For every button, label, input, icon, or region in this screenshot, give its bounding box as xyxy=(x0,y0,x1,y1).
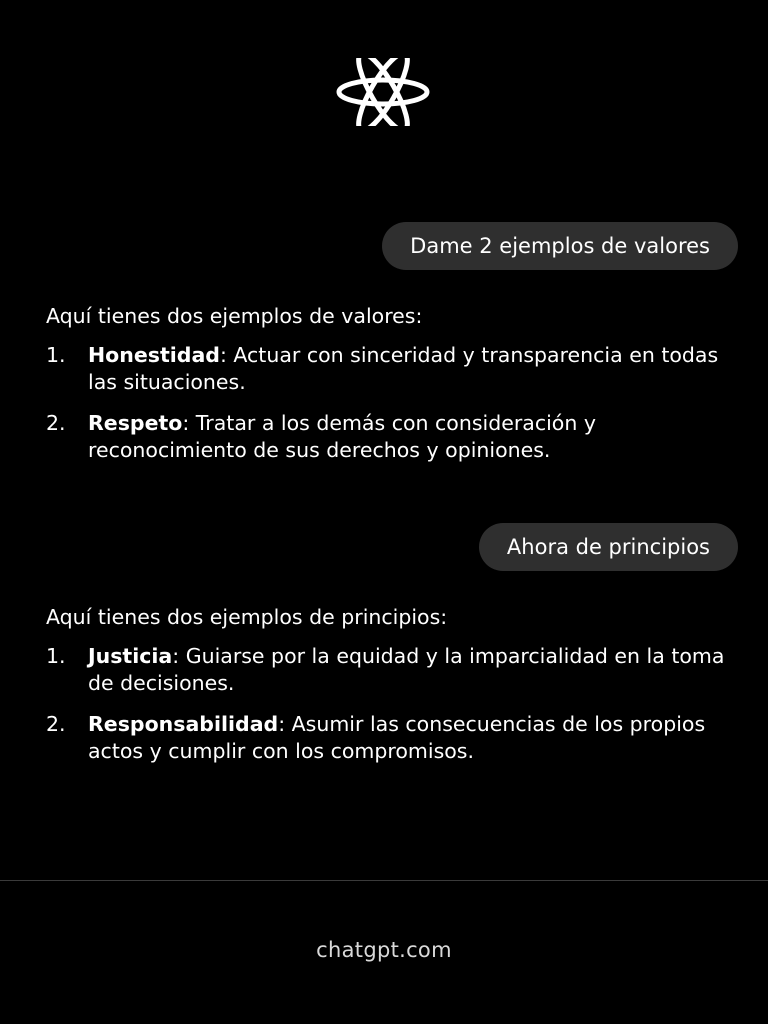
list-text: : Actuar con sinceridad y transparencia en todas las situaciones. xyxy=(88,343,719,394)
list-item xyxy=(46,643,726,697)
assistant-intro: Aquí tienes dos ejemplos de valores: xyxy=(46,304,423,328)
list-term: Respeto xyxy=(88,411,183,435)
list-number: 2. xyxy=(46,712,66,736)
list-item xyxy=(46,410,726,464)
list-text: : Guiarse por la equidad y la imparcialidad en la toma de decisiones. xyxy=(88,644,725,695)
list-item xyxy=(46,711,726,765)
assistant-intro: Aquí tienes dos ejemplos de principios: xyxy=(46,605,448,629)
user-message-bubble xyxy=(382,222,738,270)
user-message-text: Dame 2 ejemplos de valores xyxy=(410,234,710,258)
list-term: Responsabilidad xyxy=(88,712,279,736)
site-domain[interactable]: chatgpt.com xyxy=(316,938,452,962)
list-number: 2. xyxy=(46,411,66,435)
assistant-message xyxy=(46,303,726,478)
footer-divider xyxy=(0,880,768,881)
assistant-list xyxy=(46,643,726,765)
openai-logo-icon xyxy=(330,58,436,126)
assistant-list xyxy=(46,342,726,464)
assistant-message xyxy=(46,604,726,779)
list-item xyxy=(46,342,726,396)
list-text: : Asumir las consecuencias de los propios actos y cumplir con los compromisos. xyxy=(88,712,706,763)
list-term: Honestidad xyxy=(88,343,220,367)
user-message-bubble xyxy=(479,523,738,571)
list-term: Justicia xyxy=(88,644,173,668)
list-text: : Tratar a los demás con consideración y reconocimiento de sus derechos y opiniones. xyxy=(88,411,596,462)
user-message-text: Ahora de principios xyxy=(506,535,710,559)
list-number: 1. xyxy=(46,644,66,668)
list-number: 1. xyxy=(46,343,66,367)
